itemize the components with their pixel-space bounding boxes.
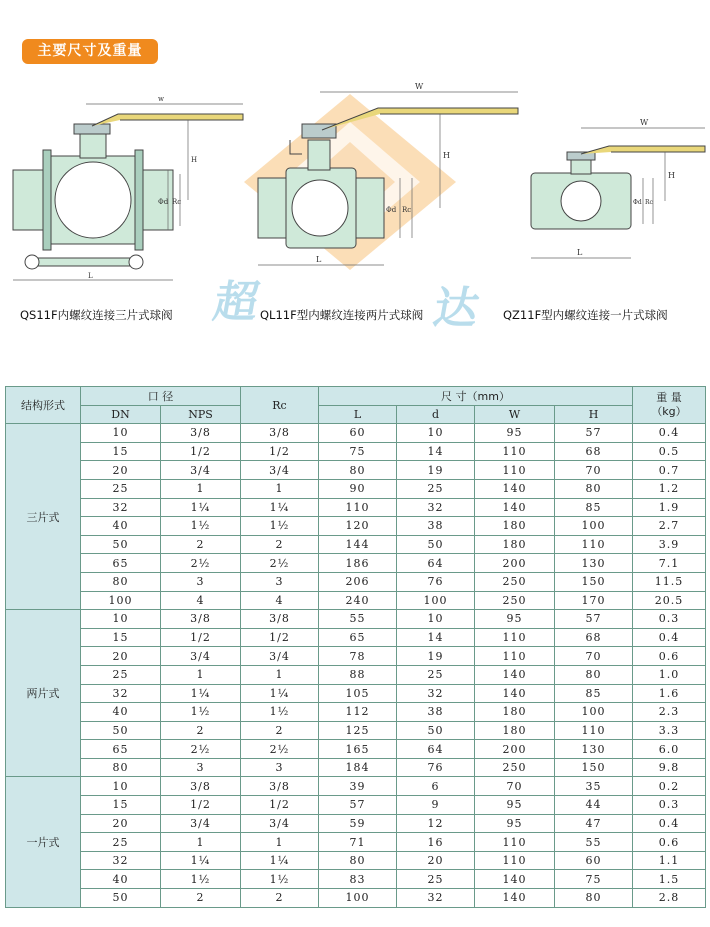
cell-rc: 1¼	[241, 684, 319, 703]
cell-W: 140	[475, 870, 555, 889]
cell-rc: 1	[241, 665, 319, 684]
cell-H: 44	[555, 796, 633, 815]
cell-L: 75	[319, 442, 397, 461]
cell-W: 110	[475, 833, 555, 852]
cell-d: 38	[397, 517, 475, 536]
w-label-3: W	[640, 118, 649, 127]
table-row	[6, 479, 706, 498]
cell-wt: 2.8	[633, 889, 706, 908]
header-dn: DN	[81, 405, 161, 424]
two-piece-valve-drawing	[250, 80, 520, 280]
cell-d: 50	[397, 721, 475, 740]
cell-nps: 3/8	[161, 424, 241, 443]
cell-W: 250	[475, 758, 555, 777]
cell-d: 12	[397, 814, 475, 833]
cell-rc: 3/8	[241, 610, 319, 629]
cell-W: 70	[475, 777, 555, 796]
header-h: H	[555, 405, 633, 424]
cell-d: 76	[397, 572, 475, 591]
w-label: w	[158, 95, 164, 103]
l-label: L	[88, 272, 93, 280]
cell-H: 68	[555, 628, 633, 647]
table-row	[6, 628, 706, 647]
cell-rc: 2½	[241, 740, 319, 759]
cell-d: 38	[397, 703, 475, 722]
cell-d: 32	[397, 889, 475, 908]
cell-wt: 0.6	[633, 833, 706, 852]
cell-d: 19	[397, 647, 475, 666]
table-row	[6, 740, 706, 759]
cell-nps: 3/8	[161, 777, 241, 796]
cell-H: 170	[555, 591, 633, 610]
table-row	[6, 684, 706, 703]
cell-L: 100	[319, 889, 397, 908]
header-rc: Rc	[241, 387, 319, 424]
table-row	[6, 814, 706, 833]
cell-H: 110	[555, 721, 633, 740]
cell-rc: 1	[241, 833, 319, 852]
cell-rc: 2	[241, 535, 319, 554]
cell-H: 110	[555, 535, 633, 554]
cell-dn: 65	[81, 740, 161, 759]
cell-dn: 20	[81, 647, 161, 666]
cell-W: 200	[475, 554, 555, 573]
cell-wt: 0.5	[633, 442, 706, 461]
cell-H: 150	[555, 758, 633, 777]
cell-W: 110	[475, 461, 555, 480]
cell-rc: 1¼	[241, 498, 319, 517]
cell-H: 85	[555, 684, 633, 703]
cell-dn: 100	[81, 591, 161, 610]
cell-L: 71	[319, 833, 397, 852]
cell-d: 6	[397, 777, 475, 796]
cell-dn: 15	[81, 442, 161, 461]
cell-rc: 2	[241, 889, 319, 908]
cell-H: 80	[555, 665, 633, 684]
group-label: 三片式	[6, 424, 81, 610]
cell-dn: 10	[81, 424, 161, 443]
cell-wt: 0.7	[633, 461, 706, 480]
cell-wt: 1.1	[633, 851, 706, 870]
cell-W: 95	[475, 796, 555, 815]
cell-H: 130	[555, 740, 633, 759]
cell-H: 68	[555, 442, 633, 461]
cell-d: 64	[397, 740, 475, 759]
cell-nps: 2½	[161, 554, 241, 573]
cell-d: 50	[397, 535, 475, 554]
cell-H: 80	[555, 889, 633, 908]
cell-nps: 3/4	[161, 814, 241, 833]
cell-nps: 1¼	[161, 498, 241, 517]
cell-wt: 9.8	[633, 758, 706, 777]
cell-rc: 1½	[241, 870, 319, 889]
cell-dn: 80	[81, 758, 161, 777]
cell-d: 19	[397, 461, 475, 480]
header-nps: NPS	[161, 405, 241, 424]
table-row	[6, 721, 706, 740]
l-label-2: L	[316, 255, 322, 264]
cell-nps: 3/4	[161, 647, 241, 666]
table-row	[6, 665, 706, 684]
cell-W: 180	[475, 535, 555, 554]
table-row	[6, 833, 706, 852]
cell-rc: 2	[241, 721, 319, 740]
cell-nps: 1	[161, 833, 241, 852]
cell-dn: 10	[81, 777, 161, 796]
cell-nps: 2	[161, 535, 241, 554]
cell-W: 95	[475, 424, 555, 443]
cell-W: 140	[475, 479, 555, 498]
spec-table-body	[6, 424, 706, 907]
cell-rc: 1½	[241, 517, 319, 536]
cell-H: 150	[555, 572, 633, 591]
cell-dn: 15	[81, 796, 161, 815]
table-row	[6, 777, 706, 796]
cell-dn: 32	[81, 851, 161, 870]
cell-d: 14	[397, 628, 475, 647]
table-row	[6, 517, 706, 536]
cell-W: 95	[475, 610, 555, 629]
cell-H: 100	[555, 517, 633, 536]
cell-L: 80	[319, 851, 397, 870]
d-label: Φd	[158, 198, 169, 206]
cell-d: 32	[397, 684, 475, 703]
cell-dn: 50	[81, 721, 161, 740]
cell-wt: 1.9	[633, 498, 706, 517]
caption-one-piece: QZ11F型内螺纹连接一片式球阀	[503, 308, 668, 322]
cell-L: 59	[319, 814, 397, 833]
table-row	[6, 796, 706, 815]
table-row	[6, 424, 706, 443]
cell-nps: 1/2	[161, 442, 241, 461]
cell-nps: 3	[161, 758, 241, 777]
cell-d: 9	[397, 796, 475, 815]
h-label: H	[191, 156, 198, 164]
cell-d: 10	[397, 610, 475, 629]
cell-d: 14	[397, 442, 475, 461]
cell-nps: 2½	[161, 740, 241, 759]
cell-dn: 65	[81, 554, 161, 573]
cell-wt: 7.1	[633, 554, 706, 573]
w-label-2: W	[415, 82, 424, 91]
cell-wt: 0.4	[633, 814, 706, 833]
cell-W: 180	[475, 703, 555, 722]
cell-d: 10	[397, 424, 475, 443]
cell-dn: 10	[81, 610, 161, 629]
cell-L: 57	[319, 796, 397, 815]
table-row	[6, 591, 706, 610]
cell-dn: 40	[81, 703, 161, 722]
h-label-3: H	[668, 171, 675, 180]
cell-H: 100	[555, 703, 633, 722]
three-piece-valve-drawing	[8, 92, 248, 282]
cell-H: 57	[555, 610, 633, 629]
cell-wt: 1.0	[633, 665, 706, 684]
cell-wt: 6.0	[633, 740, 706, 759]
cell-dn: 25	[81, 665, 161, 684]
table-row	[6, 610, 706, 629]
cell-dn: 50	[81, 535, 161, 554]
cell-rc: 3/4	[241, 461, 319, 480]
cell-d: 25	[397, 479, 475, 498]
cell-H: 70	[555, 647, 633, 666]
cell-W: 180	[475, 517, 555, 536]
rc-label-2: Rc	[402, 206, 412, 214]
header-bore: 口 径	[81, 387, 241, 406]
cell-wt: 0.2	[633, 777, 706, 796]
cell-nps: 3/4	[161, 461, 241, 480]
cell-W: 250	[475, 591, 555, 610]
header-w: W	[475, 405, 555, 424]
cell-dn: 25	[81, 479, 161, 498]
cell-wt: 2.3	[633, 703, 706, 722]
cell-dn: 20	[81, 461, 161, 480]
header-weight: 重 量 （kg）	[633, 387, 706, 424]
cell-wt: 0.4	[633, 628, 706, 647]
cell-H: 47	[555, 814, 633, 833]
cell-dn: 20	[81, 814, 161, 833]
cell-L: 125	[319, 721, 397, 740]
cell-wt: 0.4	[633, 424, 706, 443]
cell-d: 25	[397, 665, 475, 684]
table-row	[6, 461, 706, 480]
cell-H: 85	[555, 498, 633, 517]
cell-L: 120	[319, 517, 397, 536]
cell-rc: 1	[241, 479, 319, 498]
cell-H: 35	[555, 777, 633, 796]
cell-L: 90	[319, 479, 397, 498]
cell-H: 75	[555, 870, 633, 889]
h-label-2: H	[443, 151, 450, 160]
cell-H: 57	[555, 424, 633, 443]
cell-W: 110	[475, 851, 555, 870]
cell-H: 55	[555, 833, 633, 852]
cell-d: 25	[397, 870, 475, 889]
table-row	[6, 647, 706, 666]
cell-L: 83	[319, 870, 397, 889]
table-row	[6, 572, 706, 591]
cell-d: 20	[397, 851, 475, 870]
cell-wt: 0.3	[633, 796, 706, 815]
cell-wt: 1.5	[633, 870, 706, 889]
one-piece-valve-drawing	[525, 118, 710, 268]
cell-W: 140	[475, 665, 555, 684]
cell-d: 32	[397, 498, 475, 517]
cell-L: 105	[319, 684, 397, 703]
cell-W: 200	[475, 740, 555, 759]
cell-W: 180	[475, 721, 555, 740]
cell-nps: 1¼	[161, 851, 241, 870]
cell-nps: 1/2	[161, 628, 241, 647]
cell-rc: 3/8	[241, 424, 319, 443]
cell-dn: 40	[81, 870, 161, 889]
d-label-2: Φd	[386, 206, 397, 214]
table-row	[6, 889, 706, 908]
cell-d: 76	[397, 758, 475, 777]
cell-W: 110	[475, 442, 555, 461]
cell-L: 165	[319, 740, 397, 759]
cell-H: 60	[555, 851, 633, 870]
cell-nps: 1/2	[161, 796, 241, 815]
rc-label: Rc	[172, 198, 182, 206]
cell-rc: 3/8	[241, 777, 319, 796]
cell-wt: 0.6	[633, 647, 706, 666]
header-structure: 结构形式	[6, 387, 81, 424]
cell-W: 110	[475, 628, 555, 647]
cell-nps: 1	[161, 479, 241, 498]
cell-rc: 3	[241, 758, 319, 777]
cell-L: 144	[319, 535, 397, 554]
cell-wt: 20.5	[633, 591, 706, 610]
cell-W: 250	[475, 572, 555, 591]
cell-wt: 1.2	[633, 479, 706, 498]
cell-L: 65	[319, 628, 397, 647]
cell-nps: 4	[161, 591, 241, 610]
table-row	[6, 870, 706, 889]
spec-table	[5, 386, 706, 908]
cell-wt: 0.3	[633, 610, 706, 629]
cell-rc: 2½	[241, 554, 319, 573]
cell-dn: 25	[81, 833, 161, 852]
cell-L: 110	[319, 498, 397, 517]
watermark-left: 超	[209, 277, 263, 328]
table-row	[6, 851, 706, 870]
cell-rc: 4	[241, 591, 319, 610]
cell-L: 80	[319, 461, 397, 480]
table-row	[6, 535, 706, 554]
rc-label-3: Rc	[645, 199, 653, 206]
cell-L: 78	[319, 647, 397, 666]
table-row	[6, 442, 706, 461]
cell-rc: 1½	[241, 703, 319, 722]
cell-rc: 1/2	[241, 442, 319, 461]
table-row	[6, 498, 706, 517]
cell-nps: 2	[161, 721, 241, 740]
cell-wt: 1.6	[633, 684, 706, 703]
cell-wt: 11.5	[633, 572, 706, 591]
header-l: L	[319, 405, 397, 424]
cell-nps: 1½	[161, 870, 241, 889]
caption-three-piece: QS11F内螺纹连接三片式球阀	[20, 308, 173, 322]
cell-dn: 15	[81, 628, 161, 647]
cell-nps: 1½	[161, 703, 241, 722]
cell-rc: 3/4	[241, 647, 319, 666]
cell-dn: 80	[81, 572, 161, 591]
cell-L: 240	[319, 591, 397, 610]
header-d: d	[397, 405, 475, 424]
table-row	[6, 758, 706, 777]
cell-d: 100	[397, 591, 475, 610]
cell-nps: 3/8	[161, 610, 241, 629]
d-label-3: Φd	[633, 199, 642, 206]
cell-dn: 40	[81, 517, 161, 536]
cell-nps: 1¼	[161, 684, 241, 703]
group-label: 一片式	[6, 777, 81, 907]
cell-dn: 32	[81, 684, 161, 703]
cell-wt: 3.3	[633, 721, 706, 740]
cell-wt: 3.9	[633, 535, 706, 554]
cell-L: 39	[319, 777, 397, 796]
section-title: 主要尺寸及重量	[22, 39, 158, 64]
cell-dn: 50	[81, 889, 161, 908]
cell-L: 206	[319, 572, 397, 591]
cell-H: 130	[555, 554, 633, 573]
cell-dn: 32	[81, 498, 161, 517]
cell-rc: 1/2	[241, 796, 319, 815]
l-label-3: L	[577, 248, 583, 257]
caption-two-piece: QL11F型内螺纹连接两片式球阀	[260, 308, 424, 322]
cell-L: 88	[319, 665, 397, 684]
cell-wt: 2.7	[633, 517, 706, 536]
cell-nps: 2	[161, 889, 241, 908]
cell-H: 70	[555, 461, 633, 480]
cell-L: 186	[319, 554, 397, 573]
cell-nps: 1½	[161, 517, 241, 536]
header-dims: 尺 寸（mm）	[319, 387, 633, 406]
watermark-right: 达	[429, 283, 483, 334]
cell-L: 112	[319, 703, 397, 722]
cell-nps: 3	[161, 572, 241, 591]
cell-H: 80	[555, 479, 633, 498]
cell-W: 110	[475, 647, 555, 666]
table-row	[6, 554, 706, 573]
cell-L: 60	[319, 424, 397, 443]
cell-W: 140	[475, 498, 555, 517]
cell-W: 95	[475, 814, 555, 833]
cell-W: 140	[475, 889, 555, 908]
cell-nps: 1	[161, 665, 241, 684]
cell-L: 55	[319, 610, 397, 629]
table-row	[6, 703, 706, 722]
cell-rc: 1¼	[241, 851, 319, 870]
cell-L: 184	[319, 758, 397, 777]
cell-rc: 1/2	[241, 628, 319, 647]
cell-rc: 3	[241, 572, 319, 591]
cell-W: 140	[475, 684, 555, 703]
cell-d: 64	[397, 554, 475, 573]
cell-rc: 3/4	[241, 814, 319, 833]
group-label: 两片式	[6, 610, 81, 777]
cell-d: 16	[397, 833, 475, 852]
